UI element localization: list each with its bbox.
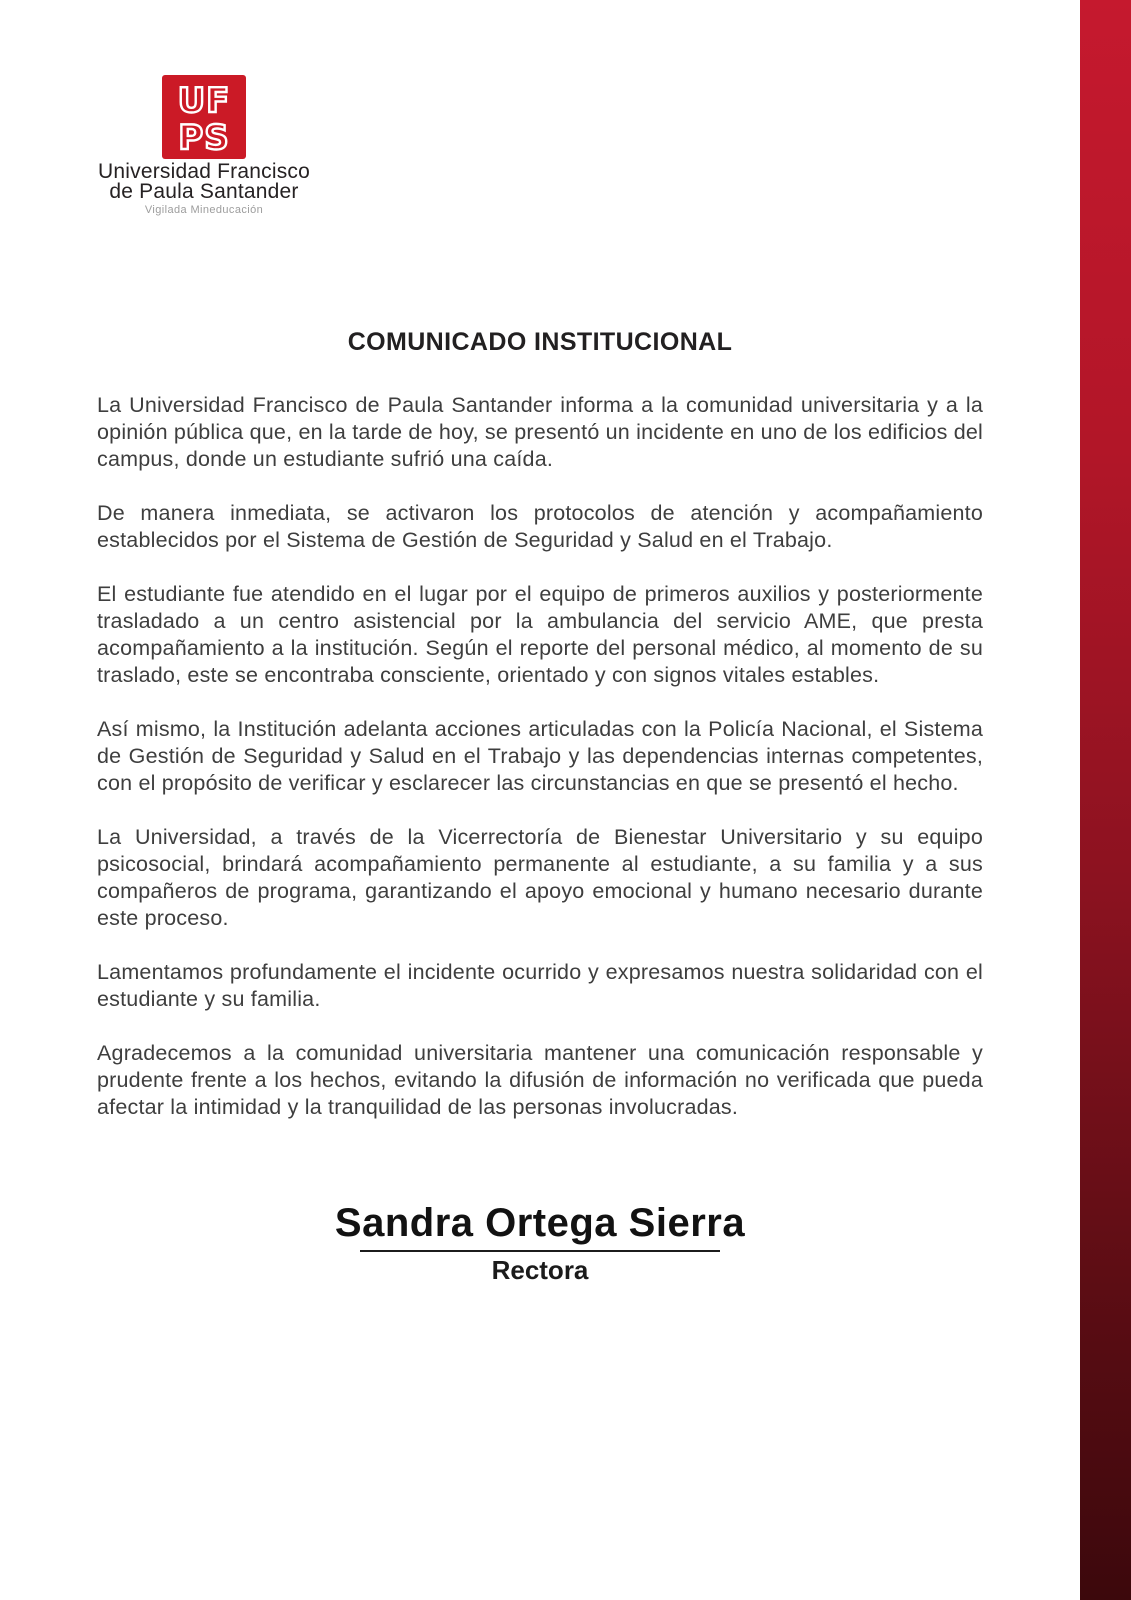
ufps-monogram-icon bbox=[162, 75, 246, 159]
svg-text:UF: UF bbox=[177, 81, 231, 121]
paragraph: El estudiante fue atendido en el lugar por el equipo de primeros auxilios y posteriormente trasladado a un centro asistencial por la ambulancia del servicio AME, que presta acompañamiento a la institución. Según el reporte del personal médico, al momento de su traslado, este se encontraba consciente, orientado y con signos vitales estables. bbox=[97, 582, 983, 687]
document-title: COMUNICADO INSTITUCIONAL bbox=[347, 328, 733, 356]
paragraph: Lamentamos profundamente el incidente ocurrido y expresamos nuestra solidaridad con el estudiante y su familia. bbox=[97, 960, 983, 1011]
paragraph: Así mismo, la Institución adelanta acciones articuladas con la Policía Nacional, el Sistema de Gestión de Seguridad y Salud en el Trabajo y las dependencias internas competentes, con el propósito de verificar y esclarecer las circunstancias en que se presentó el hecho. bbox=[97, 717, 983, 795]
university-name-line2: de Paula Santander bbox=[109, 180, 299, 203]
paragraph: La Universidad Francisco de Paula Santander informa a la comunidad universitaria y a la opinión pública que, en la tarde de hoy, se presentó un incidente en uno de los edificios del campus, donde un estudiante sufrió una caída. bbox=[97, 393, 983, 471]
signature-block bbox=[97, 1201, 983, 1286]
signature-name: Sandra Ortega Sierra bbox=[334, 1201, 746, 1245]
red-gradient-edge-bar bbox=[1080, 0, 1131, 1600]
ufps-logo bbox=[98, 75, 310, 216]
letter-content bbox=[97, 0, 983, 1286]
paragraph: De manera inmediata, se activaron los protocolos de atención y acompañamiento establecidos por el Sistema de Gestión de Seguridad y Salud en el Trabajo. bbox=[97, 501, 983, 552]
paragraph: Agradecemos a la comunidad universitaria mantener una comunicación responsable y prudente frente a los hechos, evitando la difusión de información no verificada que pueda afectar la intimidad y la tranquilidad de las personas involucradas. bbox=[97, 1041, 983, 1119]
svg-text:PS: PS bbox=[178, 118, 230, 158]
signature-role: Rectora bbox=[491, 1255, 589, 1285]
signature-line bbox=[360, 1250, 720, 1252]
document-body bbox=[97, 392, 983, 1121]
university-name-line1: Universidad Francisco bbox=[98, 160, 310, 183]
paragraph: La Universidad, a través de la Vicerrectoría de Bienestar Universitario y su equipo psicosocial, brindará acompañamiento permanente al estudiante, a su familia y a sus compañeros de programa, garantizando el apoyo emocional y humano necesario durante este proceso. bbox=[97, 825, 983, 930]
university-tagline: Vigilada Mineducación bbox=[144, 204, 264, 216]
university-name bbox=[98, 162, 310, 202]
